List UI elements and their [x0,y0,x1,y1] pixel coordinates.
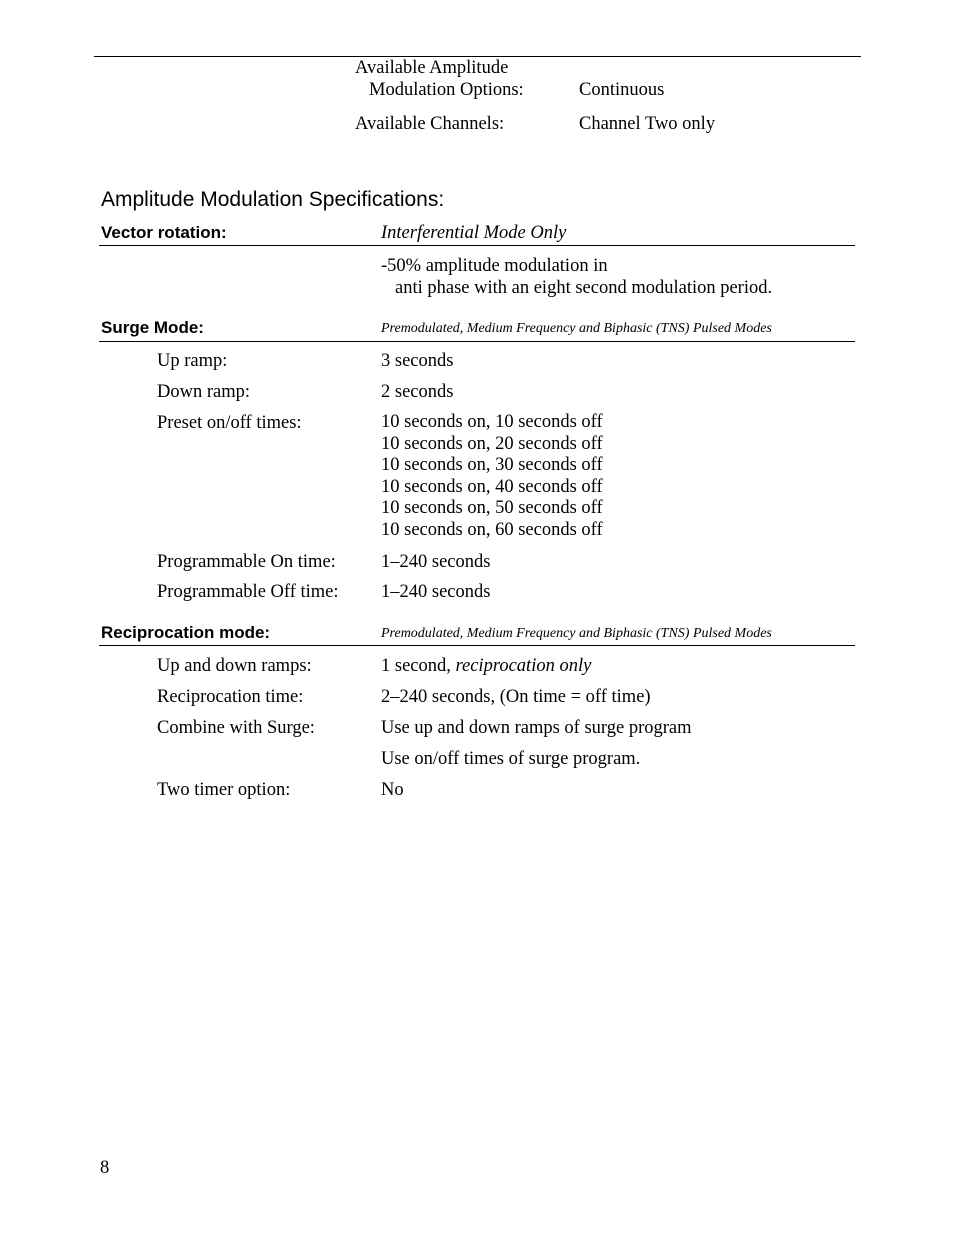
vector-rotation-label: Vector rotation: [101,223,227,242]
amplitude-options-label-line1: Available Amplitude [355,58,509,78]
preset-time-item: 10 seconds on, 50 seconds off [381,498,603,518]
vector-rotation-desc-line2: anti phase with an eight second modulation period. [395,278,773,298]
preset-times-label: Preset on/off times: [157,413,302,433]
surge-mode-modes: Premodulated, Medium Frequency and Biphasic (TNS) Pulsed Modes [381,321,772,336]
down-ramp-label: Down ramp: [157,382,250,402]
ramps-label: Up and down ramps: [157,656,312,676]
preset-times-list [381,412,603,541]
programmable-off-value: 1–240 seconds [381,582,491,602]
reciprocation-mode-rule [99,645,855,646]
down-ramp-value: 2 seconds [381,382,454,402]
amplitude-options-label-line2: Modulation Options: [369,80,524,100]
two-timer-value: No [381,780,404,800]
preset-time-item: 10 seconds on, 40 seconds off [381,476,603,497]
programmable-on-label: Programmable On time: [157,552,336,572]
ramps-value [381,655,591,677]
programmable-off-label: Programmable Off time: [157,582,339,602]
vector-rotation-desc-line1: -50% amplitude modulation in [381,256,608,276]
reciprocation-time-label: Reciprocation time: [157,687,304,707]
channels-value: Channel Two only [579,114,716,134]
reciprocation-time-value: 2–240 seconds, (On time = off time) [381,687,651,707]
combine-surge-value-2: Use on/off times of surge program. [381,749,641,769]
preset-time-item: 10 seconds on, 60 seconds off [381,519,603,540]
two-timer-label: Two timer option: [157,780,291,800]
preset-time-item: 10 seconds on, 10 seconds off [381,412,603,432]
up-ramp-label: Up ramp: [157,351,228,371]
combine-surge-label: Combine with Surge: [157,718,315,738]
ramps-value-italic: reciprocation only [455,656,592,676]
page-number: 8 [100,1158,110,1178]
channels-label: Available Channels: [355,114,505,134]
page-heading: Amplitude Modulation Specifications: [101,188,445,211]
programmable-on-value: 1–240 seconds [381,552,491,572]
reciprocation-mode-label: Reciprocation mode: [101,623,271,642]
surge-mode-rule [99,341,855,342]
vector-rotation-mode: Interferential Mode Only [381,223,567,243]
amplitude-options-value: Continuous [579,80,665,100]
preset-time-item: 10 seconds on, 20 seconds off [381,433,603,454]
ramps-value-plain: 1 second, [381,656,456,676]
surge-mode-label: Surge Mode: [101,318,204,337]
combine-surge-value-1: Use up and down ramps of surge program [381,718,692,738]
up-ramp-value: 3 seconds [381,351,454,371]
reciprocation-mode-modes: Premodulated, Medium Frequency and Biphasic (TNS) Pulsed Modes [381,626,772,641]
preset-time-item: 10 seconds on, 30 seconds off [381,455,603,475]
vector-rotation-rule [99,245,855,246]
